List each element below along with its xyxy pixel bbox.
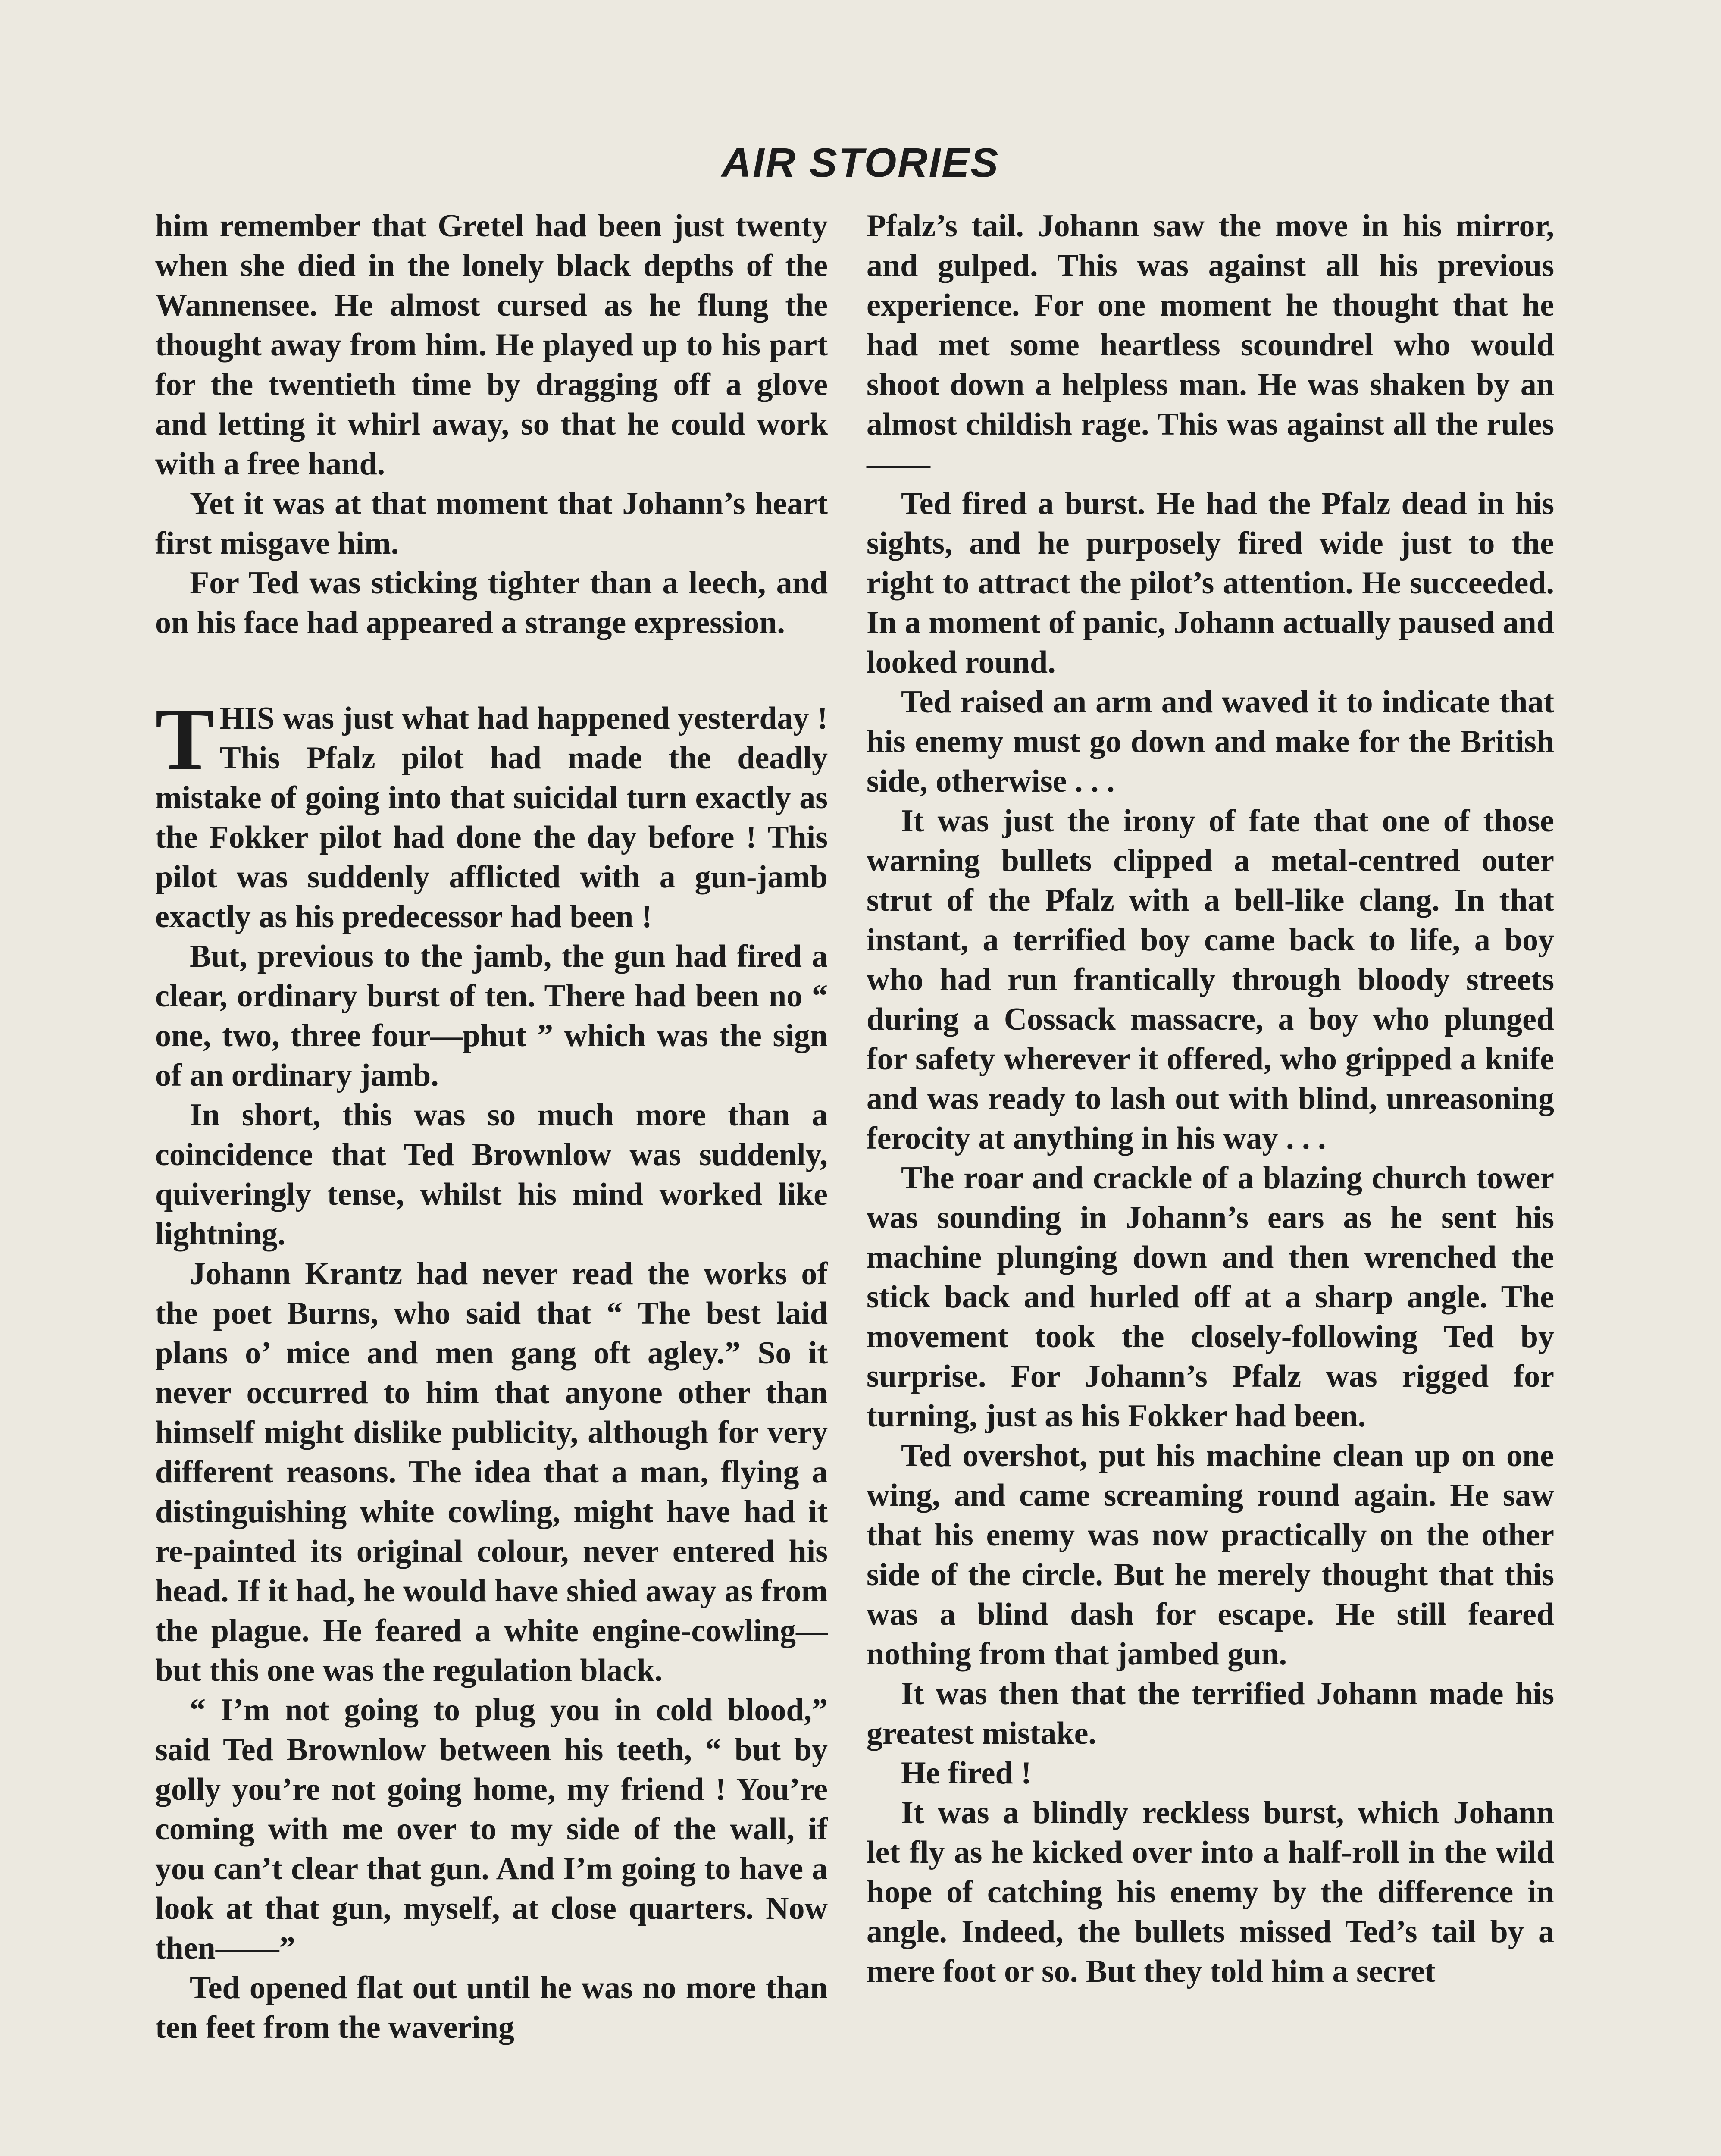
left-text-column	[155, 206, 828, 2047]
right-text-column	[867, 206, 1554, 1991]
paragraph: It was just the irony of fate that one of those warning bullets clipped a metal-centred outer strut of the Pfalz with a bell-like clang. In that instant, a terrified boy came back to life, a boy who had run frantically through bloody streets during a Cossack massacre, a boy who plunged for safety wherever it offered, who gripped a knife and was ready to lash out with blind, unreasoning ferocity at anything in his way . . .	[867, 803, 1554, 1156]
paragraph: He fired !	[901, 1755, 1032, 1791]
paragraph: It was a blindly reckless burst, which Johann let fly as he kicked over into a half-roll in the wild hope of catching his enemy by the difference in angle. Indeed, the bullets missed Ted’s tail by a mere foot or so. But they told him a secret	[867, 1795, 1554, 1989]
section-opening-text: HIS was just what had happened yesterday ! This Pfalz pilot had made the deadly mistake of going into that suicidal turn exactly as the Fokker pilot had done the day before ! This pilot was suddenly afflicted with a gun-jamb exactly as his predecessor had been !	[155, 701, 828, 934]
paragraph: Pfalz’s tail. Johann saw the move in his mirror, and gulped. This was against all his previous experience. For one moment he thought that he had met some heartless scoundrel who would shoot down a helpless man. He was shaken by an almost childish rage. This was against all the rules——	[867, 208, 1554, 482]
paragraph: Ted overshot, put his machine clean up on one wing, and came screaming round again. He saw that his enemy was now practically on the other side of the circle. But he merely thought that this was a blind dash for escape. He still feared nothing from that jambed gun.	[867, 1438, 1554, 1672]
drop-cap: T	[155, 689, 215, 788]
paragraph: In short, this was so much more than a coincidence that Ted Brownlow was suddenly, quiveringly tense, whilst his mind worked like lightning.	[155, 1097, 828, 1252]
running-title: AIR STORIES	[721, 140, 1000, 186]
paragraph: It was then that the terrified Johann made his greatest mistake.	[867, 1676, 1554, 1751]
paragraph: Ted fired a burst. He had the Pfalz dead in his sights, and he purposely fired wide just to the right to attract the pilot’s attention. He succeeded. In a moment of panic, Johann actually paused and looked round.	[867, 486, 1554, 680]
paragraph: But, previous to the jamb, the gun had fired a clear, ordinary burst of ten. There had been no “ one, two, three four—phut ” which was the sign of an ordinary jamb.	[155, 939, 828, 1093]
section-opening-paragraph	[155, 689, 828, 937]
paragraph: Ted raised an arm and waved it to indicate that his enemy must go down and make for the British side, otherwise . . .	[867, 684, 1554, 799]
paragraph: For Ted was sticking tighter than a leech, and on his face had appeared a strange expression.	[155, 565, 828, 640]
paragraph: “ I’m not going to plug you in cold blood,” said Ted Brownlow between his teeth, “ but by golly you’re not going home, my friend ! You’re coming with me over to my side of the wall, if you can’t clear that gun. And I’m going to have a look at that gun, myself, at close quarters. Now then——”	[155, 1692, 828, 1966]
paragraph: The roar and crackle of a blazing church tower was sounding in Johann’s ears as he sent his machine plunging down and then wrenched the stick back and hurled off at a sharp angle. The movement took the closely-following Ted by surprise. For Johann’s Pfalz was rigged for turning, just as his Fokker had been.	[867, 1160, 1554, 1434]
paragraph: him remember that Gretel had been just twenty when she died in the lonely black depths of the Wannensee. He almost cursed as he flung the thought away from him. He played up to his part for the twentieth time by dragging off a glove and letting it whirl away, so that he could work with a free hand.	[155, 208, 828, 482]
paragraph: Johann Krantz had never read the works of the poet Burns, who said that “ The best laid plans o’ mice and men gang oft agley.” So it never occurred to him that anyone other than himself might dislike publicity, although for very different reasons. The idea that a man, flying a distinguishing white cowling, might have had it re-painted its original colour, never entered his head. If it had, he would have shied away as from the plague. He feared a white engine-cowling—but this one was the regulation black.	[155, 1256, 828, 1688]
paragraph: Ted opened flat out until he was no more than ten feet from the wavering	[155, 1970, 828, 2045]
paragraph: Yet it was at that moment that Johann’s heart first misgave him.	[155, 486, 828, 561]
